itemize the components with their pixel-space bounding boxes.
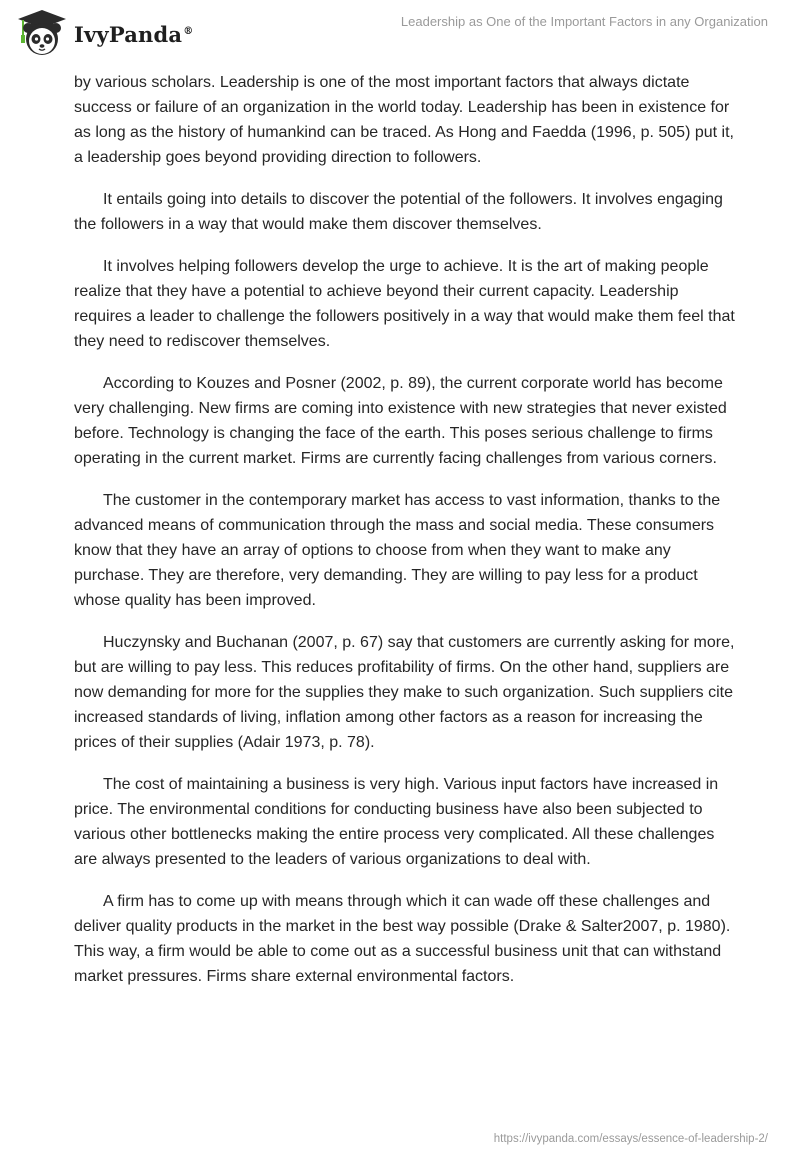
paragraph-7: The cost of maintaining a business is very high. Various input factors have increased in price. The environmental conditions for conducting business have also been subjected to various other bottlenecks making the entire process very complicated. All these challenges are always presented to the leaders of various organizations to deal with. [74, 776, 719, 868]
page-header [0, 0, 800, 64]
brand-name: IvyPanda® [74, 21, 194, 47]
paragraph-8: A firm has to come up with means through which it can wade off these challenges and deliver quality products in the market in the best way possible (Drake & Salter2007, p. 1980). This way, a firm would be able to come out as a successful business unit that can withstand market pressures. Firms share external environmental factors. [74, 893, 731, 985]
registered-mark: ® [183, 25, 194, 37]
source-url[interactable]: https://ivypanda.com/essays/essence-of-leadership-2/ [493, 1133, 768, 1145]
paragraph-3: It involves helping followers develop the urge to achieve. It is the art of making people realize that they have a potential to achieve beyond their current capacity. Leadership requires a leader to challenge the followers positively in a way that would make them feel that they need to rediscover themselves. [74, 258, 735, 350]
panda-graduation-cap-icon [14, 6, 70, 60]
document-title: Leadership as One of the Important Factors in any Organization [400, 14, 768, 29]
essay-body [74, 70, 736, 1006]
paragraph-1: by various scholars. Leadership is one of the most important factors that always dictate success or failure of an organization in the world today. Leadership has been in existence for as long as the history of humankind can be traced. As Hong and Faedda (1996, p. 505) put it, a leadership goes beyond providing direction to followers. [74, 74, 734, 166]
paragraph-6: Huczynsky and Buchanan (2007, p. 67) say that customers are currently asking for more, but are willing to pay less. This reduces profitability of firms. On the other hand, suppliers are now demanding for more for the supplies they make to such organization. Such suppliers cite increased standards of living, inflation among other factors as a reason for increasing the prices of their supplies (Adair 1973, p. 78). [74, 634, 735, 751]
brand-logo[interactable] [14, 6, 193, 60]
paragraph-4: According to Kouzes and Posner (2002, p. 89), the current corporate world has become very challenging. New firms are coming into existence with new strategies that never existed before. Technology is changing the face of the earth. This poses serious challenge to firms operating in the current market. Firms are currently facing challenges from various corners. [74, 375, 727, 467]
paragraph-5: The customer in the contemporary market has access to vast information, thanks to the advanced means of communication through the mass and social media. These consumers know that they have an array of options to choose from when they want to make any purchase. They are therefore, very demanding. They are willing to pay less for a product whose quality has been improved. [74, 492, 721, 609]
paragraph-2: It entails going into details to discover the potential of the followers. It involves engaging the followers in a way that would make them discover themselves. [74, 191, 723, 233]
